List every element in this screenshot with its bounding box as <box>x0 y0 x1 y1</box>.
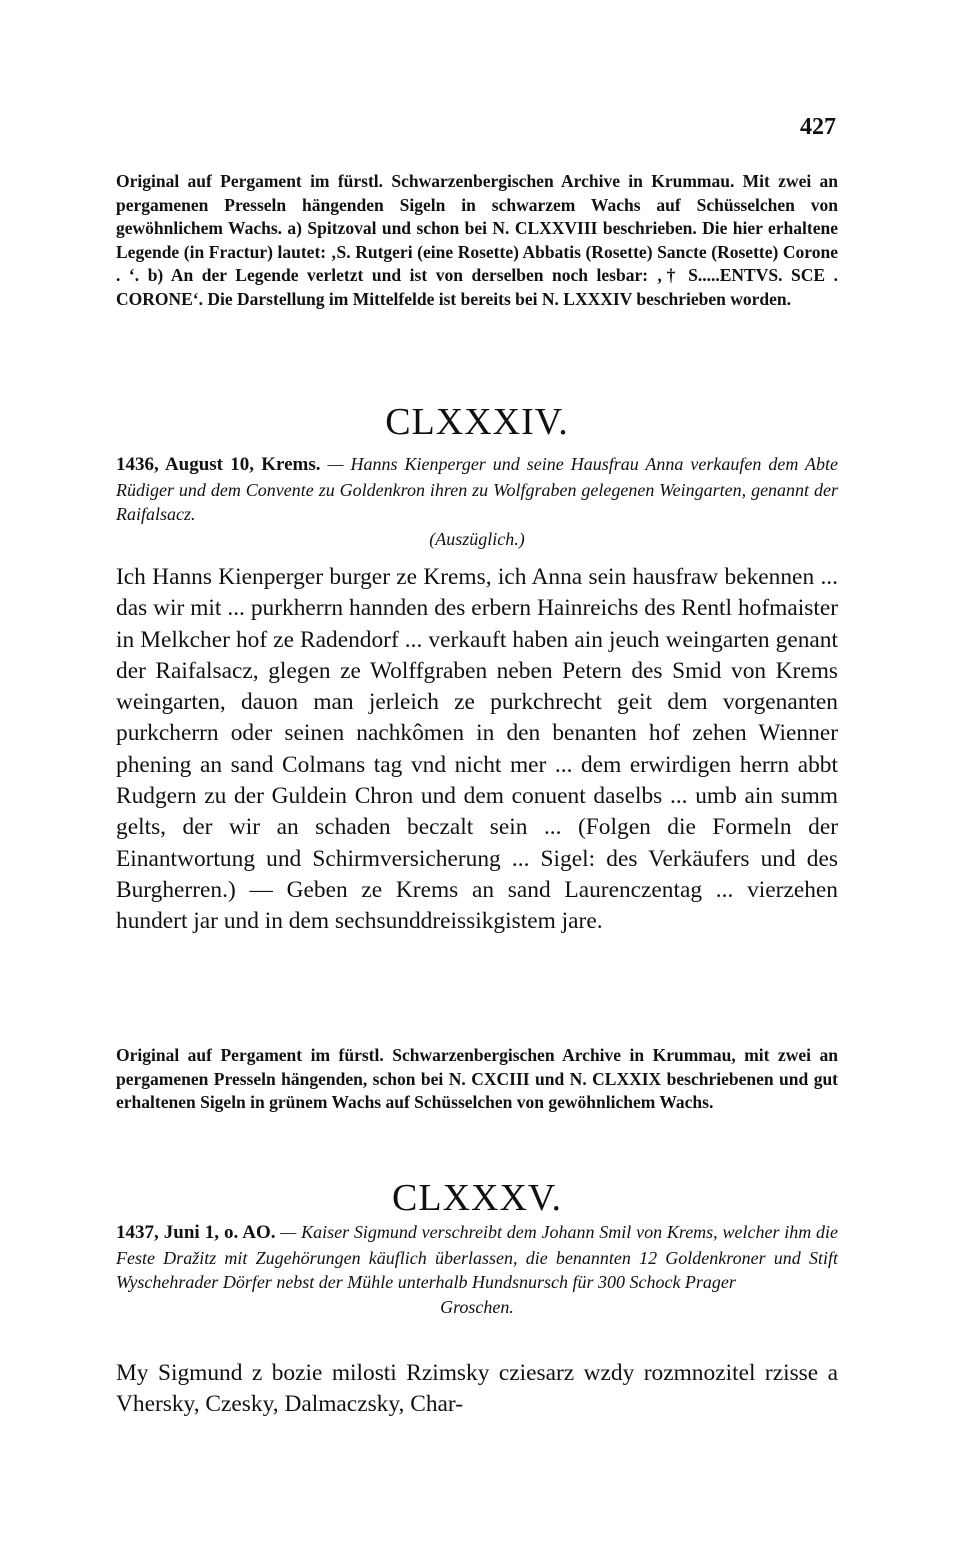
document-summary: — Hanns Kienperger und seine Hausfrau Anna verkaufen dem Abte Rüdiger und dem Convente zu Goldenkron ihren zu Wolfgraben gelegenen Weingarten, genannt der Raifalsacz. <box>116 454 838 524</box>
document-regest <box>116 452 838 551</box>
document-summary-note-2: Groschen. <box>440 1296 514 1317</box>
document-text-2 <box>116 1358 838 1421</box>
document-summary-2: — Kaiser Sigmund verschreibt dem Johann Smil von Krems, welcher ihm die Feste Dražitz mit Zugehörungen käuflich überlassen, die benannten 12 Goldenkroner und Stift Wyschehrader Dörfer nebst der Mühle unterhalb Hundsnursch für 300 Schock Prager <box>116 1222 839 1292</box>
archive-note-top: Original auf Pergament im fürstl. Schwarzenbergischen Archive in Krummau. Mit zwei an pergamenen Presseln hängenden Sigeln in schwarzem Wachs auf Schüsselchen von gewöhnlichem Wachs. a) Spitzoval und schon bei N. CLXXVIII beschrieben. Die hier erhaltene Legende (in Fractur) lautet: ‚S. Rutgeri (eine Rosette) Abbatis (Rosette) Sancte (Rosette) Corone . ‘. b) An der Legende verletzt und ist von derselben noch lesbar: ‚† S.....ENTVS. SCE . CORONE‘. Die Darstellung im Mittelfelde ist bereits bei N. LXXXIV beschrieben worden. <box>116 171 838 309</box>
document-text-paragraph: Ich Hanns Kienperger burger ze Krems, ich Anna sein hausfraw bekennen ... das wir mit ... purkherrn hannden des erbern Hainreichs des Rentl hofmaister in Melkcher hof ze Radendorf ... verkauft haben ain jeuch weingarten genant der Raifalsacz, glegen ze Wolffgraben neben Petern des Smid von Krems weingarten, dauon man jerleich ze purkchrecht geit dem vorgenanten purkcherrn oder seinen nachkômen in den benanten hof zehen Wienner phening an sand Colmans tag vnd nicht mer ... dem erwirdigen herrn abbt Rudgern zu der Guldein Chron und dem conuent daselbs ... umb ain summ gelts, der wir an schaden beczalt sein ... (Folgen die Formeln der Einantwortung und Schirmversicherung ... Sigel: des Verkäufers und des Burgherren.) — Geben ze Krems an sand Laurenczentag ... vierzehen hundert jar und in dem sechsunddreissikgistem jare. <box>116 564 838 935</box>
document-text-paragraph-2: My Sigmund z bozie milosti Rzimsky cziesarz wzdy rozmnozitel rzisse a Vhersky, Czesky, Dalmaczsky, Char- <box>116 1360 838 1418</box>
page-number: 427 <box>800 114 836 140</box>
document-date-2: 1437, Juni 1, o. AO. <box>116 1222 276 1243</box>
document-text <box>116 562 838 938</box>
document-heading-2: CLXXXV. <box>392 1177 562 1219</box>
document-heading: CLXXXIV. <box>385 401 569 443</box>
document-regest-2 <box>116 1220 838 1319</box>
document-date: 1436, August 10, Krems. <box>116 454 321 475</box>
archive-note: Original auf Pergament im fürstl. Schwarzenbergischen Archive in Krummau, mit zwei an pergamenen Presseln hängenden, schon bei N. CXCIII und N. CLXXIX beschriebenen und gut erhaltenen Sigeln in grünem Wachs auf Schüsselchen von gewöhnlichem Wachs. <box>116 1045 838 1112</box>
document-summary-note: (Auszüglich.) <box>429 528 525 549</box>
